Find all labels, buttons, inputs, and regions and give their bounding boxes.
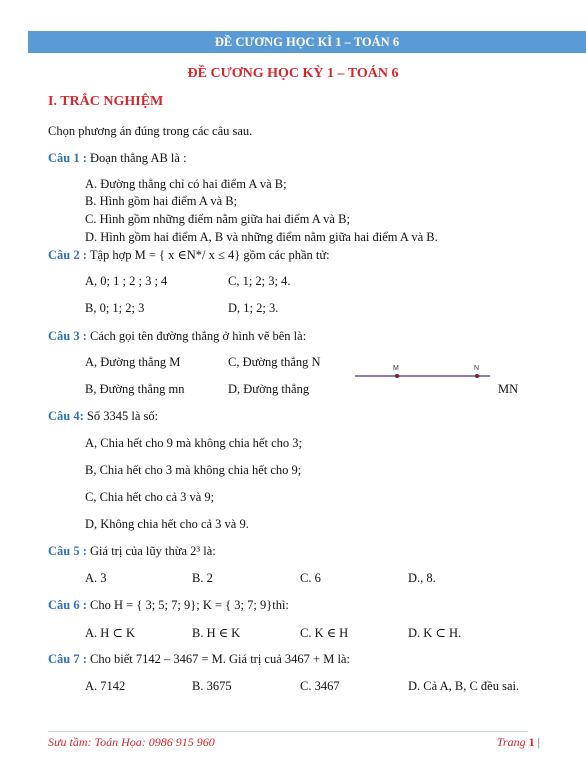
question-1: [48, 151, 187, 166]
option-continuation: MN: [498, 382, 519, 396]
page-num: 1: [528, 735, 535, 749]
question-text: Tập hợp M = { x ∈N*/ x ≤ 4} gồm các phần tử:: [89, 248, 330, 262]
footer-divider: [48, 731, 528, 732]
option: B. Hình gồm hai điểm A và B;: [85, 194, 238, 208]
option: D. K ⊂ H.: [408, 626, 462, 640]
option: D. Hình gồm hai điểm A, B và những điểm nằm giữa hai điểm A và B.: [85, 230, 438, 244]
page-word: Trang: [496, 735, 526, 749]
section-heading: I. TRẮC NGHIỆM: [48, 94, 164, 109]
page-number: [497, 735, 540, 750]
option: A. H ⊂ K: [85, 626, 136, 640]
question-6: [48, 598, 289, 613]
option: C, Chia hết cho cả 3 và 9;: [85, 490, 215, 504]
option: A. Đường thẳng chỉ có hai điểm A và B;: [85, 177, 287, 191]
option: B, Chia hết cho 3 mà không chia hết cho 9;: [85, 463, 302, 477]
question-label: Câu 5 :: [48, 544, 87, 558]
question-4: [48, 409, 158, 424]
question-text: Số 3345 là số:: [86, 409, 159, 423]
option: D, 1; 2; 3.: [228, 301, 279, 315]
question-text: Giá trị của lũy thừa 2³ là:: [90, 544, 216, 558]
point-n-label: N: [474, 365, 480, 372]
option: D, Không chia hết cho cả 3 và 9.: [85, 517, 249, 531]
option: A, 0; 1 ; 2 ; 3 ; 4: [85, 274, 168, 288]
document-title: ĐỀ CƯƠNG HỌC KỲ 1 – TOÁN 6: [187, 66, 399, 81]
question-text: Cho H = { 3; 5; 7; 9}; K = { 3; 7; 9}thì:: [90, 598, 289, 612]
line-figure: [355, 360, 495, 390]
option: A. 3: [85, 571, 107, 585]
page-separator: |: [537, 735, 540, 749]
question-text: Cho biết 7142 – 3467 = M. Giá trị cuả 3467 + M là:: [90, 652, 350, 666]
question-7: [48, 652, 350, 667]
option: C, Đường thẳng N: [228, 355, 321, 369]
option: C. K ∈ H: [300, 626, 349, 640]
instruction-text: Chọn phương án đúng trong các câu sau.: [48, 124, 253, 138]
option: D, Đường thẳng: [228, 382, 310, 396]
point-m: [395, 374, 399, 378]
question-5: [48, 544, 216, 559]
option: A. 7142: [85, 679, 126, 693]
option: D., 8.: [408, 571, 436, 585]
question-text: Đoạn thẳng AB là :: [90, 151, 187, 165]
option: A, Đường thẳng M: [85, 355, 181, 369]
option: B. 2: [192, 571, 213, 585]
question-label: Câu 7 :: [48, 652, 87, 666]
option: B, Đường thẳng mn: [85, 382, 185, 396]
question-label: Câu 2 :: [48, 248, 87, 262]
option: B. H ∈ K: [192, 626, 241, 640]
header-bar-title: ĐỀ CƯƠNG HỌC KÌ 1 – TOÁN 6: [214, 34, 400, 49]
option: B, 0; 1; 2; 3: [85, 301, 145, 315]
point-n: [475, 374, 479, 378]
option: A, Chia hết cho 9 mà không chia hết cho 3;: [85, 436, 302, 450]
question-text: Cách gọi tên đường thẳng ở hình vẽ bên là:: [90, 329, 307, 343]
question-label: Câu 4:: [48, 409, 84, 423]
point-m-label: M: [393, 365, 399, 372]
footer-credit: Sưu tầm: Toán Họa: 0986 915 960: [48, 735, 215, 749]
question-2: [48, 247, 330, 263]
option: C. 3467: [300, 679, 340, 693]
option: C. Hình gồm những điểm nằm giữa hai điểm A và B;: [85, 212, 350, 226]
option: B. 3675: [192, 679, 232, 693]
option: C, 1; 2; 3; 4.: [228, 274, 291, 288]
question-label: Câu 6 :: [48, 598, 87, 612]
question-3: [48, 329, 306, 344]
header-bar: [28, 31, 586, 53]
option: C. 6: [300, 571, 321, 585]
question-label: Câu 3 :: [48, 329, 87, 343]
option: D. Cả A, B, C đều sai.: [408, 679, 520, 693]
question-label: Câu 1 :: [48, 151, 87, 165]
